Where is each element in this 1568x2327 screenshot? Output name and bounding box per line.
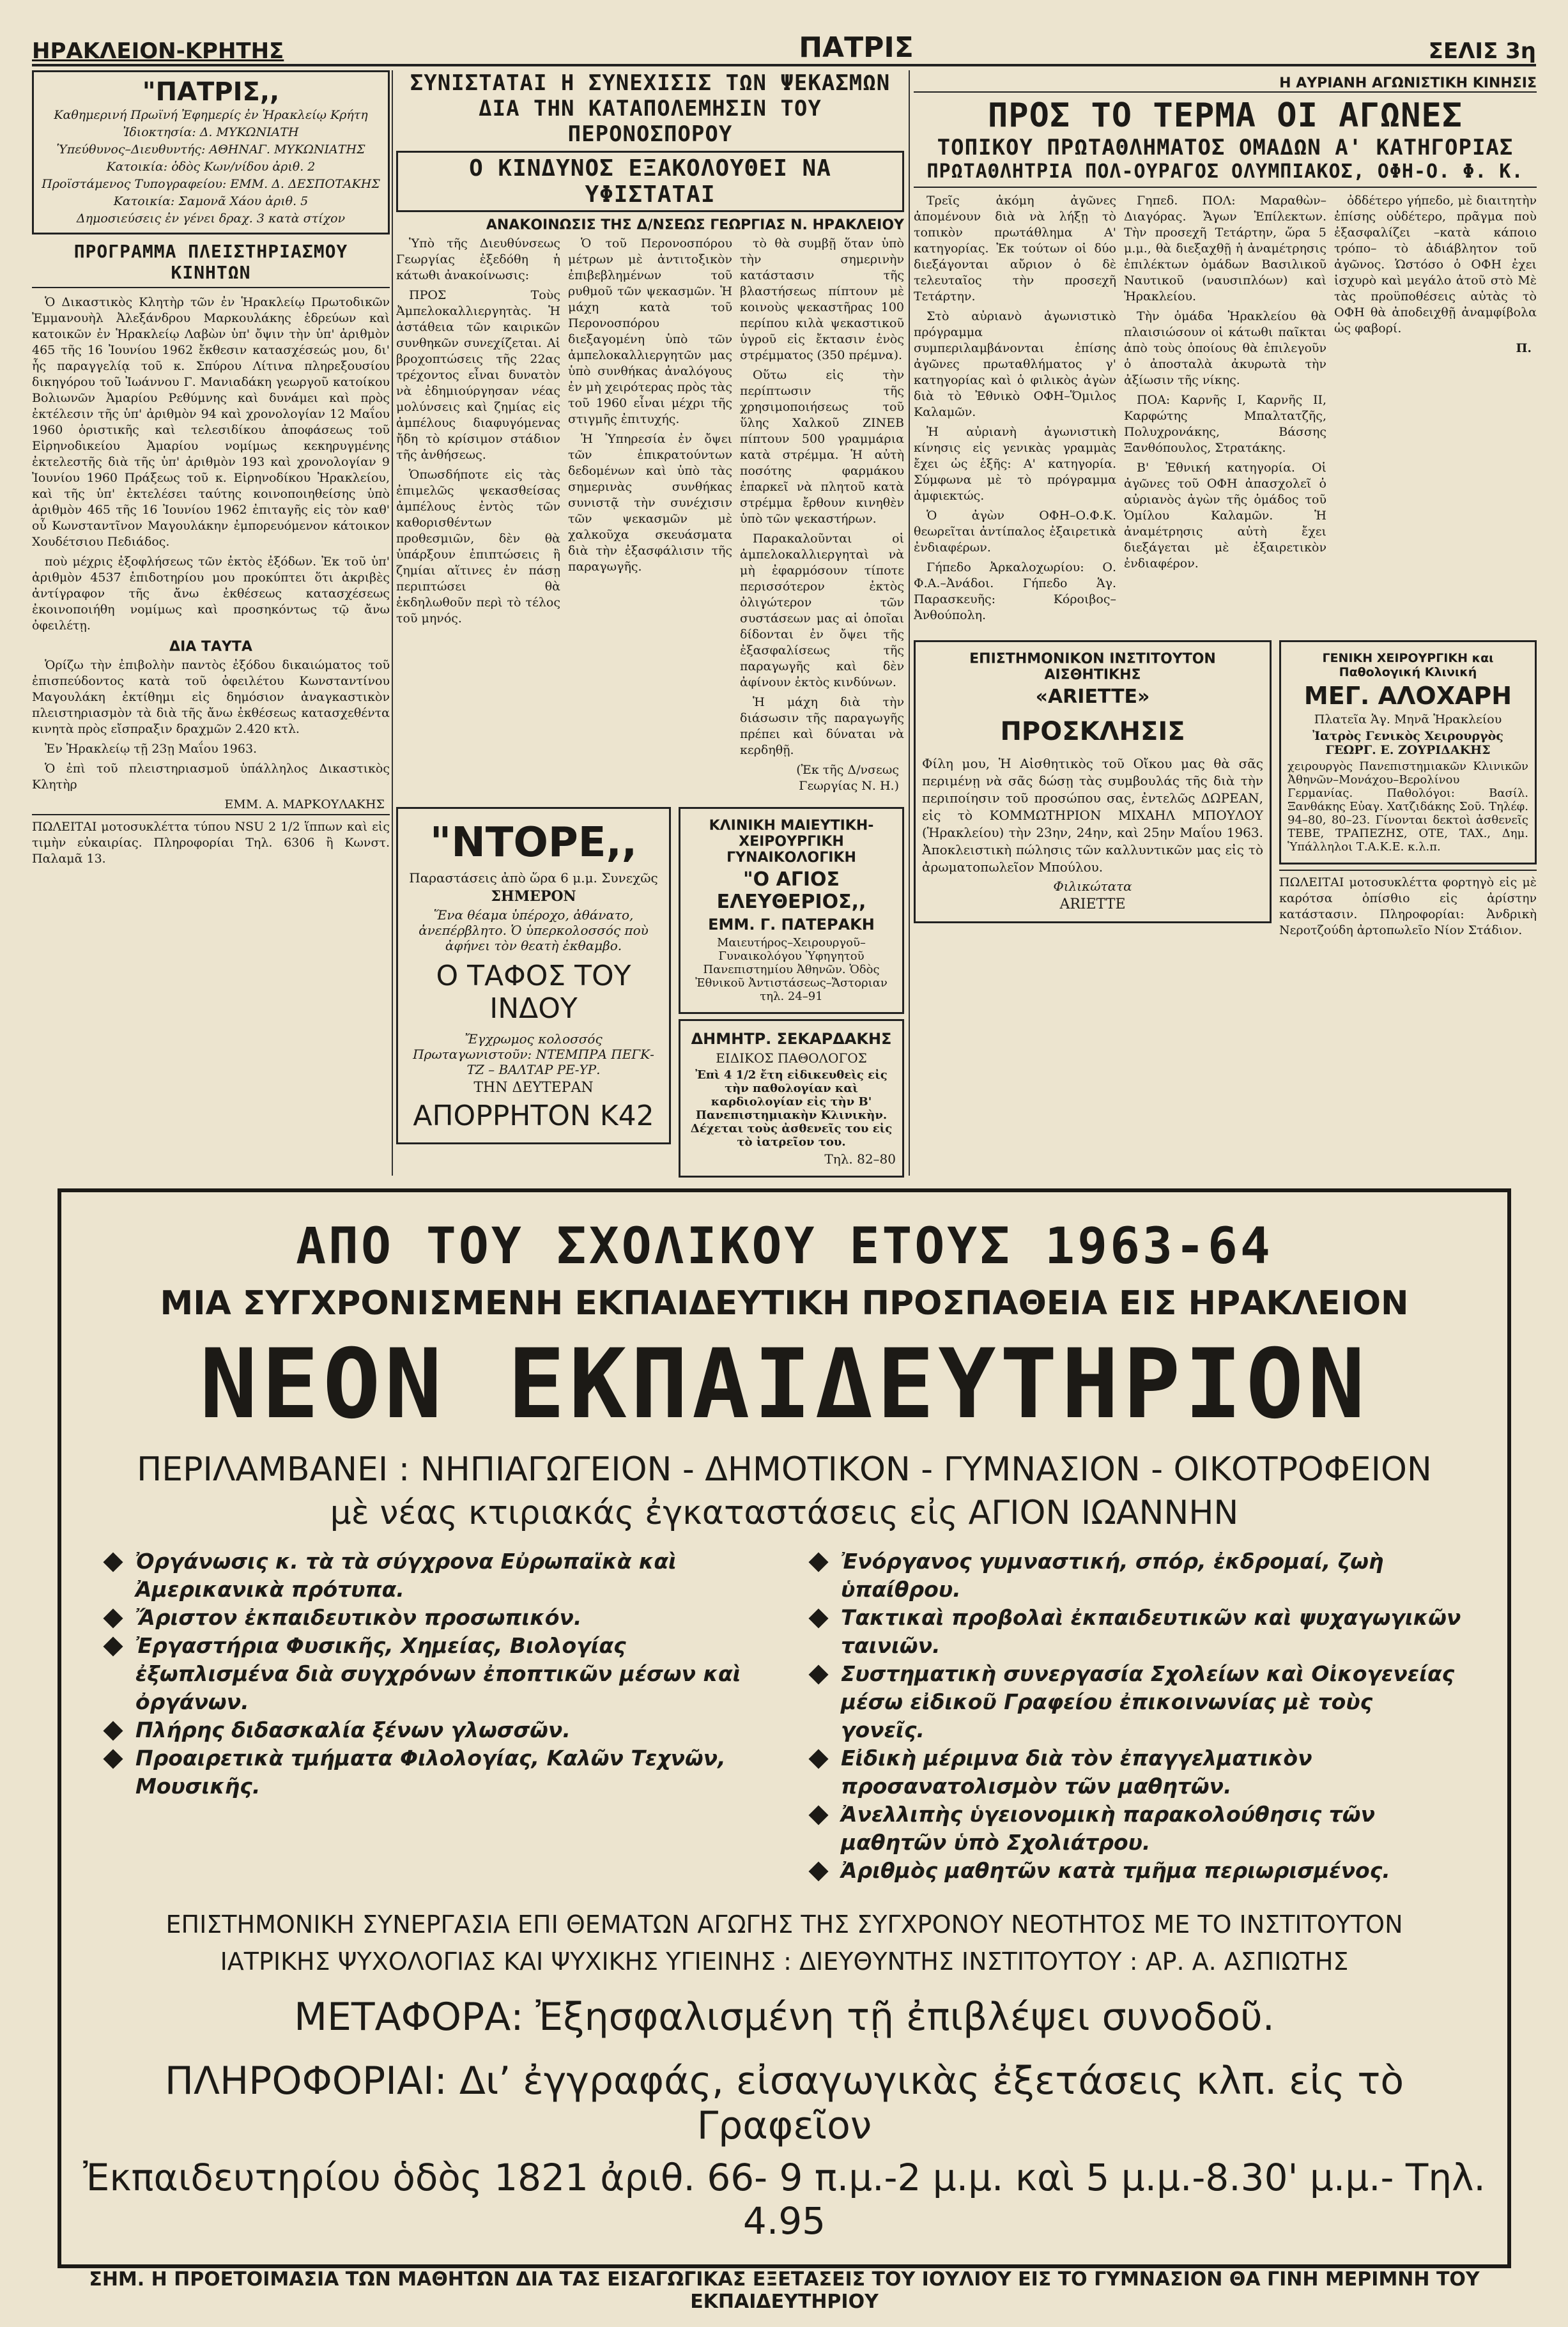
- ad-feature-item: [106, 1632, 757, 1716]
- cinema-monday: ΤΗΝ ΔΕΥΤΕΡΑΝ: [473, 1080, 594, 1096]
- ariette-brand: «ARIETTE»: [1035, 686, 1150, 708]
- doctor-text: Ἐπὶ 4 1/2 ἔτη εἰδικευθεὶς εἰς τὴν παθολογίαν καὶ καρδιολογίαν εἰς τὴν Β' Πανεπιστημιακὴν Κλινικὴν. Δέχεται τοὺς ἀσθενεῖς του εἰς τὸ ἰατρεῖον του.: [690, 1068, 893, 1149]
- clinic-doctor: ΕΜΜ. Γ. ΠΑΤΕΡΑΚΗ: [708, 916, 875, 933]
- header-page-number: ΣΕΛΙΣ 3η: [1428, 38, 1536, 64]
- ad-subtitle: ΜΙΑ ΣΥΓΧΡΟΝΙΣΜΕΝΗ ΕΚΠΑΙΔΕΥΤΙΚΗ ΠΡΟΣΠΑΘΕΙΑ ΕΙΣ ΗΡΑΚΛΕΙΟΝ: [160, 1284, 1409, 1323]
- diamond-bullet-icon: [103, 1749, 123, 1769]
- ariette-closing: Φιλικώτατα: [1053, 879, 1132, 894]
- ad-feature-item: [811, 1660, 1463, 1744]
- auction-paragraph: ποὺ μέχρις ἐξοφλήσεως τῶν ἐκτὸς ἐξόδων. Ἐκ τοῦ ὑπ' ἀριθμὸν 4537 ἐπιδοτηρίου μου προκύπτει ὅτι ἀκριβὲς ἀντίγραφον τῆς ἄνω ἐκθέσεως κατασχέσεως ἐκοινοποιήθη νομίμως καὶ προσηκόντως τῷ ἄνω ὀφειλέτῃ.: [32, 555, 390, 633]
- spray-headline: ΔΙΑ ΤΗΝ ΚΑΤΑΠΟΛΕΜΗΣΙΝ ΤΟΥ ΠΕΡΟΝΟΣΠΟΡΟΥ: [479, 96, 822, 147]
- sports-headline: ΠΡΟΣ ΤΟ ΤΕΡΜΑ ΟΙ ΑΓΩΝΕΣ: [987, 96, 1463, 135]
- sports-paragraph: Ὁ ἀγὼν ΟΦΗ–Ο.Φ.Κ. θεωρεῖται ἀντίπαλος ἐξαιρετικὰ ἐνδιαφέρων.: [914, 509, 1116, 555]
- diamond-bullet-icon: [103, 1608, 123, 1628]
- clinic2-column: [1279, 635, 1537, 942]
- clinic-ad: [679, 807, 904, 1014]
- sports-paragraph: Γηπεδ. ΠΟΛ: Μαραθὼν–Διαγόρας. Ἄγων Ἐπίλεκτων. Τὴν προσεχῆ Τετάρτην, ὥρα 5 μ.μ., θὰ διεξαχθῇ ἡ ἀναμέτρησις ἐπιλέκτων ὁμάδων Βασιλικοῦ Ναυτικοῦ (ναυσιπλόων) καὶ Ἡρακλείου.: [1124, 194, 1326, 303]
- ad-feature-item: [811, 1604, 1463, 1660]
- ad-info: ΠΛΗΡΟΦΟΡΙΑΙ: Διʼ ἐγγραφάς, εἰσαγωγικὰς ἐξετάσεις κλπ. εἰς τὸ Γραφεῖον: [164, 2059, 1404, 2148]
- ariette-institute: ΕΠΙΣΤΗΜΟΝΙΚΟΝ ΙΝΣΤΙΤΟΥΤΟΝ ΑΙΣΘΗΤΙΚΗΣ: [969, 651, 1216, 683]
- auction-paragraph: Ἐν Ἡρακλείῳ τῇ 23ῃ Μαΐου 1963.: [45, 742, 257, 756]
- cinema-today: ΣΗΜΕΡΟΝ: [491, 888, 576, 905]
- spray-paragraph: τὸ θὰ συμβῇ ὅταν ὑπὸ τὴν σημερινὴν κατάστασιν τῆς βλαστήσεως πίπτουν μὲ κοινοὺς ψεκαστῆρας 100 περίπου κιλὰ ψεκαστικοῦ ὑγροῦ εἰς ἔκτασιν ἑνὸς στρέμματος (350 πρέμνα).: [740, 236, 904, 362]
- ad-feature-item: [106, 1744, 757, 1801]
- ad-note: ΣΗΜ. Η ΠΡΟΕΤΟΙΜΑΣΙΑ ΤΩΝ ΜΑΘΗΤΩΝ ΔΙΑ ΤΑΣ ΕΙΣΑΓΩΓΙΚΑΣ ΕΞΕΤΑΣΕΙΣ ΤΟΥ ΙΟΥΛΙΟΥ ΕΙΣ ΤΟ ΓΥΜΝΑΣΙΟΝ ΘΑ ΓΙΝΗ ΜΕΡΙΜΝΗ ΤΟΥ ΕΚΠΑΙΔΕΥΤΗΡΙΟΥ: [89, 2268, 1480, 2313]
- ad-feature-text: Εἰδικὴ μέριμνα διὰ τὸν ἐπαγγελματικὸν προσανατολισμὸν τῶν μαθητῶν.: [840, 1746, 1312, 1799]
- spray-headline-boxed: Ο ΚΙΝΔΥΝΟΣ ΕΞΑΚΟΛΟΥΘΕΙ ΝΑ ΥΦΙΣΤΑΤΑΙ: [396, 151, 904, 212]
- spray-paragraph: ΠΡΟΣ Τοὺς Ἀμπελοκαλλιεργητὰς. Ἡ ἀστάθεια τῶν καιρικῶν συνθηκῶν συνεχίζεται. Αἱ βροχοπτώσεις τῆς 22ας τρέχοντος εἶναι δυνατὸν νὰ ἐδημιούργησαν νέας μολύνσεις καὶ ζημίας εἰς ἀμπέλους διαφυγόμενας ἤδη τὸ κρίσιμον στάδιον τῆς ἀνθήσεως.: [396, 288, 560, 462]
- column-middle: [396, 70, 904, 1179]
- ad-feature-text: Τακτικαὶ προβολαὶ ἐκπαιδευτικῶν καὶ ψυχαγωγικῶν ταινιῶν.: [840, 1605, 1461, 1658]
- sports-paragraph: Τὴν ὁμάδα Ἡρακλείου θὰ πλαισιώσουν οἱ κάτωθι παῖκται ἀπὸ τοὺς ὁποίους θὰ ἐπιλεγοῦν ὁ ἀποσταλὰ ἀκυρωτὰ τὴν ἀξίωσιν τῆς νίκης.: [1124, 309, 1326, 387]
- surgery-clinic-ad: [1279, 640, 1537, 864]
- auction-paragraph: Ὁρίζω τὴν ἐπιβολὴν παντὸς ἐξόδου δικαιώματος τοῦ ἐπισπεύδοντος κατὰ τοῦ ὀφειλέτου Κωνσταντίνου Μαγουλάκη ἐκτίθημι εἰς δημόσιον ἀναγκαστικὸν πλειστηριασμὸν τὰ διὰ τῆς ἄνω ἐκθέσεως κατασχεθέντα κινητὰ πρὸς εἴσπραξιν δραχμῶν 2.420 κτλ.: [32, 658, 390, 736]
- ad-features: [106, 1547, 1463, 1885]
- ad-year-line: ΑΠΟ ΤΟΥ ΣΧΟΛΙΚΟΥ ΕΤΟΥΣ 1963-64: [296, 1218, 1273, 1275]
- ad-features-left: [106, 1547, 757, 1885]
- cinema-cast: Ἔγχρωμος κολοσσός Πρωταγωνιστοῦν: ΝΤΕΜΠΡΑ ΠΕΓΚ-ΤΖ – ΒΑΛΤΑΡ ΡΕ-ΥΡ.: [413, 1031, 654, 1077]
- spray-signature: (Ἐκ τῆς Δ/νσεως Γεωργίας Ν. Η.): [796, 763, 899, 793]
- header-city: ΗΡΑΚΛΕΙΟΝ-ΚΡΗΤΗΣ: [32, 38, 284, 64]
- ad-feature-text: Συστηματικὴ συνεργασία Σχολείων καὶ Οἰκογενείας μέσω εἰδικοῦ Γραφείου ἐπικοινωνίας μὲ τοὺς γονεῖς.: [840, 1661, 1455, 1742]
- spray-paragraph: Ἡ Ὑπηρεσία ἐν ὄψει τῶν ἐπικρατούντων δεδομένων καὶ ὑπὸ τὰς σημερινὰς συνθήκας συνιστᾷ τὴν συνέχισιν τῶν ψεκασμῶν μὲ χαλκοῦχα σκευάσματα διὰ τὴν ἐξασφάλισιν τῆς παραγωγῆς.: [568, 432, 732, 574]
- surgery-clinic-doctor: Ἰατρὸς Γενικὸς Χειρουργὸς ΓΕΩΡΓ. Ε. ΖΟΥΡΙΔΑΚΗΣ: [1312, 729, 1503, 757]
- ad-location: μὲ νέας κτιριακάς ἐγκαταστάσεις εἰς ΑΓΙΟΝ ΙΩΑΝΝΗΝ: [330, 1494, 1239, 1532]
- ad-school-name: ΝΕΟΝ ΕΚΠΑΙΔΕΥΤΗΡΙΟΝ: [199, 1329, 1369, 1440]
- ad-feature-text: Ἐργαστήρια Φυσικῆς, Χημείας, Βιολογίας ἐξωπλισμένα διὰ συγχρόνων ἐποπτικῶν μέσων καὶ ὀργάνων.: [135, 1633, 741, 1714]
- cinema-next-film: ΑΠΟΡΡΗΤΟΝ Κ42: [413, 1100, 654, 1132]
- column-right: [914, 70, 1537, 1179]
- ad-feature-item: [811, 1744, 1463, 1801]
- surgery-clinic-name: ΜΕΓ. ΑΛΟΧΑΡΗ: [1303, 682, 1512, 710]
- sports-paragraph: ὀδδέτερο γήπεδο, μὲ διαιτητὴν ἐπίσης οὐδέτερο, πρᾶγμα ποὺ ἐξασφαλίζει –κατὰ κάποιο τρόπο– τὸ ἀδιάβλητον τοῦ ἀγῶνος. Ὡστόσο ὁ ΟΦΗ ἐχει ἰσχυρὸ καὶ μεγάλο ἀτοῦ στὸ Μὲ τὰς προϋποθέσεις αὐτὰς τὸ ΟΦΗ θὰ ἀποδειχθῇ ἀναμφίβολα ὡς φαβορί.: [1334, 194, 1537, 335]
- doctor-ad: [679, 1019, 904, 1178]
- sports-subheadline: ΤΟΠΙΚΟΥ ΠΡΩΤΑΘΛΗΜΑΤΟΣ ΟΜΑΔΩΝ Α' ΚΑΤΗΓΟΡΙΑΣ: [937, 135, 1514, 160]
- sports-paragraph: Γήπεδο Ἀρκαλοχωρίου: Ο. Φ.Α.–Ἀνάδοι. Γήπεδο Ἁγ. Παρασκευῆς: Κόροιβος–Ἀνθούπολη.: [914, 560, 1116, 622]
- clinic-type: ΚΛΙΝΙΚΗ ΜΑΙΕΥΤΙΚΗ-ΧΕΙΡΟΥΡΓΙΚΗ ΓΥΝΑΙΚΟΛΟΓΙΚΗ: [709, 818, 874, 866]
- sports-signature: Π.: [1516, 341, 1532, 355]
- masthead-box: [32, 70, 390, 234]
- cinema-film-title: Ο ΤΑΦΟΣ ΤΟΥ ΙΝΔΟΥ: [436, 960, 631, 1025]
- sports-deck: ΠΡΩΤΑΘΛΗΤΡΙΑ ΠΟΛ-ΟΥΡΑΓΟΣ ΟΛΥΜΠΙΑΚΟΣ, ΟΦΗ-Ο. Φ. Κ.: [914, 160, 1537, 188]
- ad-feature-item: [106, 1604, 757, 1632]
- cinema-name: "ΝΤΟΡΕ,,: [429, 819, 638, 866]
- header-paper-name: ΠΑΤΡΙΣ: [799, 31, 914, 64]
- spray-paragraph: Ἡ μάχη διὰ τὴν διάσωσιν τῆς παραγωγῆς πρέπει καὶ δύναται νὰ κερδηθῇ.: [740, 695, 904, 757]
- ariette-column: [914, 635, 1272, 942]
- middle-lower: [396, 802, 904, 1179]
- auction-headline: ΠΡΟΓΡΑΜΜΑ ΠΛΕΙΣΤΗΡΙΑΣΜΟΥ ΚΙΝΗΤΩΝ: [32, 241, 390, 288]
- ariette-signature: ARIETTE: [1059, 896, 1126, 912]
- surgery-clinic-details: χειρουργὸς Πανεπιστημιακῶν Κλινικῶν Ἀθηνῶν–Μονάχου–Βερολίνου Γερμανίας. Παθολόγοι: Βασίλ. Ξανθάκης Εὐαγ. Χατζιδάκης Σοῦ. Τηλέφ. 94–80, 80–23. Γίνονται δεκτοὶ ἀσθενεῖς ΤΕΒΕ, ΤΡΑΠΕΖΗΣ, ΟΤΕ, ΤΑΧ., Δημ. Ὑπάλληλοι Τ.Α.Κ.Ε. κ.λ.π.: [1287, 760, 1528, 854]
- diamond-bullet-icon: [808, 1861, 828, 1881]
- spray-paragraph: Ὑπὸ τῆς Διευθύνσεως Γεωργίας ἐξεδόθη ἡ κάτωθι ἀνακοίνωσις:: [396, 236, 560, 282]
- classified-ad: ΠΩΛΕΙΤΑΙ μοτοσυκλέττα τύπου NSU 2 1/2 ἵππων καὶ εἰς τιμὴν εὐκαιρίας. Πληροφορίαι Τηλ. 6306 ἢ Κωνστ. Παλαμᾶ 13.: [32, 814, 390, 867]
- ad-feature-item: [811, 1857, 1463, 1885]
- spray-paragraph: Παρακαλοῦνται οἱ ἀμπελοκαλλιεργηταὶ νὰ μὴ ἐφαρμόσουν τίποτε περισσότερον ἐκτὸς ὀλιγώτερον τῶν συστάσεων μας αἱ ὁποῖαι δίδονται ἐν ὄψει τῆς ἐξασφαλίσεως τῆς παραγωγῆς καὶ δὲν ἀφίνουν ἐκτὸς κινδύνων.: [740, 532, 904, 689]
- spray-body: [396, 236, 904, 795]
- sports-paragraph: Στὸ αὐριανὸ ἀγωνιστικὸ πρόγραμμα συμπεριλαμβάνονται ἐπίσης ἀγῶνες πρωταθλήματος γ' κατηγορίας καὶ ὁ φιλικὸς ἀγὼν διὰ τὸ Ἐθνικὸ ΟΦΗ–Ὅμιλος Καλαμῶν.: [914, 309, 1116, 419]
- ad-feature-text: Πλήρης διδασκαλία ξένων γλωσσῶν.: [135, 1717, 571, 1742]
- ad-feature-text: Ὀργάνωσις κ. τὰ τὰ σύγχρονα Εὐρωπαϊκὰ καὶ Ἀμερικανικὰ πρότυπα.: [135, 1549, 677, 1602]
- ad-feature-item: [811, 1547, 1463, 1604]
- right-lower: [914, 635, 1537, 942]
- spray-paragraph: Ὁ τοῦ Περονοσπόρου μέτρων μὲ ἀντιτοξικὸν ἐπιβεβλημένων τοῦ ρυθμοῦ τῶν ψεκασμῶν. Ἡ μάχη κατὰ τοῦ Περονοσπόρου διεξαγομένη ὑπὸ τῶν ἀμπελοκαλλιεργητῶν μας ὑπὸ συνθήκας ἀναλόγους ἐν μὴ χειρότερας πρὸς τὰς τοῦ 1960 εἶναι μέχρι τῆς στιγμῆς ἐπιτυχής.: [568, 236, 732, 426]
- diamond-bullet-icon: [808, 1608, 828, 1628]
- ad-feature-text: Ἐνόργανος γυμναστική, σπόρ, ἐκδρομαί, ζωὴ ὑπαίθρου.: [840, 1549, 1384, 1602]
- spray-headline: ΣΥΝΙΣΤΑΤΑΙ Η ΣΥΝΕΧΙΣΙΣ ΤΩΝ ΨΕΚΑΣΜΩΝ: [410, 70, 891, 96]
- ad-feature-item: [811, 1801, 1463, 1857]
- doctor-title: ΕΙΔΙΚΟΣ ΠΑΘΟΛΟΓΟΣ: [716, 1050, 867, 1066]
- ad-transport: ΜΕΤΑΦΟΡΑ: Ἐξησφαλισμένη τῇ ἐπιβλέψει συνοδοῦ.: [294, 1995, 1275, 2039]
- clinic-details: Μαιευτήρος–Χειρουργοῦ–Γυναικολόγου Ὑφηγητοῦ Πανεπιστημίου Ἀθηνῶν. Ὁδὸς Ἐθνικοῦ Ἀντιστάσεως–Ἄστοριαν τηλ. 24–91: [695, 936, 888, 1003]
- diamond-bullet-icon: [808, 1749, 828, 1769]
- sports-paragraph: ΠΟΑ: Καρνῆς Ι, Καρνῆς ΙΙ, Καρφώτης Μπαλτατζῆς, Πολυχρονάκης, Βάσσης Ξανθόπουλος, Στρατάκης.: [1124, 393, 1326, 455]
- diamond-bullet-icon: [103, 1552, 123, 1572]
- ad-feature-text: Ἀνελλιπὴς ὑγειονομικὴ παρακολούθησις τῶν μαθητῶν ὑπὸ Σχολιάτρου.: [840, 1802, 1376, 1855]
- clinic-name: "Ο ΑΓΙΟΣ ΕΛΕΥΘΕΡΙΟΣ,,: [716, 868, 866, 913]
- auction-paragraph: Ὁ ἐπὶ τοῦ πλειστηριασμοῦ ὑπάλληλος Δικαστικὸς Κλητὴρ: [32, 762, 390, 792]
- ad-feature-text: Ἄριστον ἐκπαιδευτικὸν προσωπικόν.: [135, 1605, 582, 1630]
- sports-body: [914, 193, 1537, 627]
- masthead-line: Καθημερινή Πρωϊνή Ἐφημερίς ἐν Ἡρακλείῳ Κρήτη: [54, 108, 368, 122]
- doctor-phone: Τηλ. 82–80: [824, 1151, 896, 1167]
- cinema-tagline: Ἕνα θέαμα ὑπέροχο, ἀθάνατο, ἀνεπέρβλητο. Ὁ ὑπερκολοσσός ποὺ ἀφήνει τὸν θεατὴ ἐκθαμβο.: [419, 907, 649, 953]
- sports-paragraph: Ἡ αὐριανὴ ἀγωνιστικὴ κίνησις εἰς γενικὰς γραμμὰς ἔχει ὡς ἑξῆς: Α' κατηγορία. Σύμφωνα μὲ τὸ πρόγραμμα ἀμφιεκτώς.: [914, 425, 1116, 503]
- spray-paragraph: Οὕτω εἰς τὴν περίπτωσιν τῆς χρησιμοποιήσεως τοῦ ὕλης Χαλκοῦ ZINEB πίπτουν 500 γραμμάρια κατὰ στρέμμα. Ἡ αὐτὴ ποσότης φαρμάκου ἐπαρκεῖ νὰ πλητοῦ κατὰ στρέμμα ἔρθουν κινηθὲν ὑπὸ τῶν ψεκαστήρων.: [740, 368, 904, 526]
- column-rule: [392, 70, 393, 1176]
- diamond-bullet-icon: [103, 1636, 123, 1656]
- ad-address-hours: Ἐκπαιδευτηρίου ὁδὸς 1821 ἀριθ. 66- 9 π.μ.-2 μ.μ. καὶ 5 μ.μ.-8.30' μ.μ.- Τηλ. 4.95: [83, 2156, 1486, 2243]
- auction-signature: ΕΜΜ. Α. ΜΑΡΚΟΥΛΑΚΗΣ: [224, 797, 385, 811]
- cinema-column: [396, 802, 671, 1179]
- auction-subhead: ΔΙΑ ΤΑΥΤΑ: [169, 639, 252, 655]
- ad-feature-text: Ἀριθμὸς μαθητῶν κατὰ τμῆμα περιωρισμένος.: [840, 1858, 1390, 1883]
- spray-subhead: ΑΝΑΚΟΙΝΩΣΙΣ ΤΗΣ Δ/ΝΣΕΩΣ ΓΕΩΡΓΙΑΣ Ν. ΗΡΑΚΛΕΙΟΥ: [486, 217, 904, 233]
- auction-paragraph: Ὁ Δικαστικὸς Κλητὴρ τῶν ἐν Ἡρακλείῳ Πρωτοδικῶν Ἐμμανουὴλ Ἀλεξάνδρου Μαρκουλάκης ἑδρεύων καὶ κατοικῶν ἐν Ἡρακλείῳ Λαβὼν ὑπ' ὄψιν τὴν ὑπ' ἀριθμὸν 465 τῆς 16 Ἰουνίου 1962 ἔκθεσιν κατασχέσεώς μου, δι' ἧς παραγγελίᾳ τοῦ κ. Σπύρου Λίτινα πληρεξουσίου δικηγόρου τοῦ Ἰωάννου Γ. Μανιαδάκη γεωργοῦ κατοίκου Βολιωνῶν Ἀμαρίου Ρεθύμνης καὶ δυνάμει καὶ πρὸς ἐκτέλεσιν τῆς ὑπ' ἀριθμὸν 94 καὶ χρονολογίαν 12 Μαΐου 1960 ὁριστικῆς καὶ τελεσιδίκου ἀποφάσεως τοῦ Εἰρηνοδικείου Ἀμαρίου νομίμως κεκηρυγμένης ἐκτελεστῆς διὰ τῆς ὑπ' ἀριθμὸν 193 καὶ χρονολογίαν 9 Ἰουνίου 1960 Πράξεως τοῦ κ. Εἰρηνοδίκου Ἡρακλείου, καὶ τῆς ὑπ' ἐκτελέσει ταύτης κοινοποιηθείσης ὑπὸ ἀριθμὸν 465 τῆς 16 Ἰουνίου 1962 ἐπιταγῆς εἰς τὸν καθ' οὗ Κωνσταντῖνον Μαγουλάκην ἐμπορευόμενον κάτοικον Χουδέτσιου Πεδιάδος.: [32, 295, 390, 549]
- column-left: [32, 70, 390, 1179]
- doctor-name: ΔΗΜΗΤΡ. ΣΕΚΑΡΔΑΚΗΣ: [691, 1030, 892, 1048]
- masthead-title: "ΠΑΤΡΙΣ,,: [142, 77, 280, 107]
- ad-features-right: [811, 1547, 1463, 1885]
- cinema-ad: [396, 807, 671, 1144]
- ad-levels: ΠΕΡΙΛΑΜΒΑΝΕΙ : ΝΗΠΙΑΓΩΓΕΙΟΝ - ΔΗΜΟΤΙΚΟΝ - ΓΥΜΝΑΣΙΟΝ - ΟΙΚΟΤΡΟΦΕΙΟΝ: [137, 1450, 1432, 1489]
- diamond-bullet-icon: [808, 1664, 828, 1684]
- ariette-ad: [914, 640, 1272, 923]
- sports-kicker: Η ΑΥΡΙΑΝΗ ΑΓΩΝΙΣΤΙΚΗ ΚΙΝΗΣΙΣ: [914, 75, 1537, 93]
- masthead-line: Προϊστάμενος Τυπογραφείου: ΕΜΜ. Δ. ΔΕΣΠΟΤΑΚΗΣ Κατοικία: Σαμονᾶ Χάου ἀριθ. 5: [42, 177, 380, 208]
- masthead-line: Ἰδιοκτησία: Δ. ΜΥΚΩΝΙΑΤΗ: [123, 125, 299, 139]
- ariette-invitation: ΠΡΟΣΚΛΗΣΙΣ: [1000, 717, 1185, 746]
- school-advertisement: [58, 1188, 1511, 2313]
- sports-paragraph: Β' Ἐθνική κατηγορία. Οἱ ἀγῶνες τοῦ ΟΦΗ ἀπασχολεῖ ὁ αὐριανὸς ἀγὼν τῆς ὁμάδος τοῦ Ὁμίλου Καλαμῶν. Ἡ ἀναμέτρησις αὐτὴ ἔχει διεξάγεται μὲ ἐξαιρετικὸν ἐνδιαφέρον.: [1124, 461, 1326, 571]
- running-header: [32, 26, 1536, 66]
- spray-paragraph: Ὁπωσδήποτε εἰς τὰς ἐπιμελῶς ψεκασθείσας ἀμπέλους ἐντὸς τῶν καθορισθέντων προθεσμιῶν, δὲν θὰ ὑπάρξουν ἐπιπτώσεις ἢ ζημίαι αἵτινες ἐν πάσῃ περιπτώσει θὰ ἐκδηλωθοῦν περὶ τὸ τέλος τοῦ μηνός.: [396, 468, 560, 626]
- surgery-clinic-address: Πλατεῖα Ἁγ. Μηνᾶ Ἡρακλείου: [1314, 712, 1502, 726]
- ariette-text: Φίλη μου, Ἡ Αἰσθητικὸς τοῦ Οἴκου μας θὰ σᾶς περιμένῃ νὰ σᾶς δώσῃ τὰς συμβουλάς τῆς διὰ τὴν περιποίησιν τοῦ προσώπου σας, ἐντελῶς ΔΩΡΕΑΝ, εἰς τὸ ΚΟΜΜΩΤΗΡΙΟΝ ΜΙΧΑΗΛ ΜΠΟΥΛΟΥ (Ἡρακλείου) τὴν 23ην, 24ην, καὶ 25ην Μαΐου 1963. Ἀποκλειστικὴ πώλησις τῶν καλλυντικῶν μας εἰς τὸ ἀρωματοπωλεῖον Μπούλου.: [922, 756, 1263, 875]
- diamond-bullet-icon: [808, 1805, 828, 1825]
- diamond-bullet-icon: [103, 1721, 123, 1740]
- ad-feature-text: Προαιρετικὰ τμήματα Φιλολογίας, Καλῶν Τεχνῶν, Μουσικῆς.: [135, 1746, 726, 1799]
- masthead-line: Δημοσιεύσεις ἐν γένει δραχ. 3 κατὰ στίχον: [76, 211, 346, 226]
- sports-paragraph: Τρεῖς ἀκόμη ἀγῶνες ἀπομένουν διὰ νὰ λήξῃ τὸ τοπικὸν πρωτάθλημα Α' κατηγορίας. Ἐκ τούτων οἱ δύο διεξάγονται αὔριον ὁ δὲ τελευταῖος τὴν προσεχῆ Τετάρτην.: [914, 194, 1116, 303]
- ad-cooperation: ΕΠΙΣΤΗΜΟΝΙΚΗ ΣΥΝΕΡΓΑΣΙΑ ΕΠΙ ΘΕΜΑΤΩΝ ΑΓΩΓΗΣ ΤΗΣ ΣΥΓΧΡΟΝΟΥ ΝΕΟΤΗΤΟΣ ΜΕ ΤΟ ΙΝΣΤΙΤΟΥΤΟΝ: [165, 1910, 1403, 1939]
- classified-ad: ΠΩΛΕΙΤΑΙ μοτοσυκλέττα φορτηγὸ εἰς μὲ καρότσα ὀπίσθιο εἰς ἀρίστην κατάστασιν. Πληροφορίαι: Ἀνδρικὴ Νεροτζούδη ἀρτοπωλεῖο Νίον Στάδιον.: [1279, 870, 1537, 939]
- surgery-clinic-type: ΓΕΝΙΚΗ ΧΕΙΡΟΥΡΓΙΚΗ και Παθολογική Κλινική: [1322, 651, 1494, 679]
- ad-feature-item: [106, 1716, 757, 1744]
- column-rule: [909, 70, 910, 1176]
- ad-institute: ΙΑΤΡΙΚΗΣ ΨΥΧΟΛΟΓΙΑΣ ΚΑΙ ΨΥΧΙΚΗΣ ΥΓΙΕΙΝΗΣ : ΔΙΕΥΘΥΝΤΗΣ ΙΝΣΤΙΤΟΥΤΟΥ : ΑΡ. Α. ΑΣΠΙΩΤΗΣ: [220, 1947, 1349, 1976]
- diamond-bullet-icon: [808, 1552, 828, 1572]
- masthead-line: Ὑπεύθυνος–Διευθυντής: ΑΘΗΝΑΓ. ΜΥΚΩΝΙΑΤΗΣ Κατοικία: ὁδὸς Κων/νίδου ἀριθ. 2: [56, 142, 365, 174]
- cinema-hours: Παραστάσεις ἀπὸ ὥρα 6 μ.μ. Συνεχῶς: [409, 870, 658, 886]
- medical-column: [679, 802, 904, 1179]
- ad-feature-item: [106, 1547, 757, 1604]
